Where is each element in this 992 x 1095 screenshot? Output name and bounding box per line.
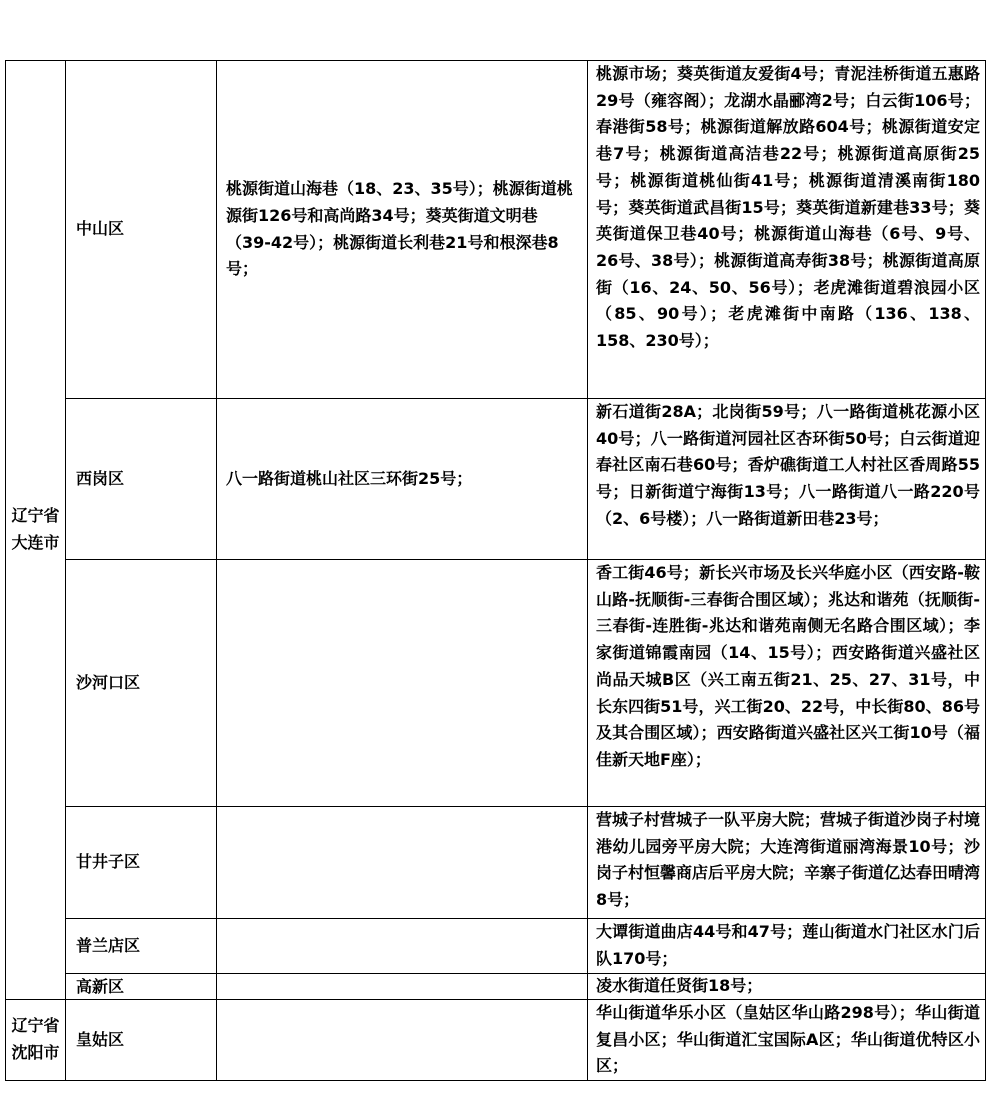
middle-area-cell: 八一路街道桃山社区三环街25号； <box>217 399 588 560</box>
middle-area-cell <box>217 1000 588 1081</box>
table-row <box>6 1000 986 1081</box>
middle-area-cell: 桃源街道山海巷（18、23、35号）；桃源街道桃源街126号和高尚路34号；葵英街道文明巷（39-42号）；桃源街道长利巷21号和根深巷8号； <box>217 61 588 399</box>
district-cell: 中山区 <box>66 61 217 399</box>
right-area-cell: 营城子村营城子一队平房大院；营城子街道沙岗子村境港幼儿园旁平房大院；大连湾街道丽湾海景10号；沙岗子村恒馨商店后平房大院；辛寨子街道亿达春田晴湾8号； <box>588 807 986 919</box>
district-cell: 西岗区 <box>66 399 217 560</box>
risk-area-table <box>5 60 986 1081</box>
district-cell: 甘井子区 <box>66 807 217 919</box>
table-row <box>6 807 986 919</box>
table-row <box>6 399 986 560</box>
district-cell: 皇姑区 <box>66 1000 217 1081</box>
table-row <box>6 919 986 974</box>
middle-area-cell <box>217 807 588 919</box>
right-area-cell: 新石道街28A；北岗街59号；八一路街道桃花源小区40号；八一路街道河园社区杏环街50号；白云街道迎春社区南石巷60号；香炉礁街道工人村社区香周路55号；日新街道宁海街13号；八一路街道八一路220号（2、6号楼）；八一路街道新田巷23号； <box>588 399 986 560</box>
district-cell: 沙河口区 <box>66 560 217 807</box>
table-row <box>6 61 986 399</box>
right-area-cell: 香工街46号；新长兴市场及长兴华庭小区（西安路-鞍山路-抚顺街-三春街合围区域）；兆达和谐苑（抚顺街-三春街-连胜街-兆达和谐苑南侧无名路合围区域）；李家街道锦霞南园（14、15号）；西安路街道兴盛社区尚品天城B区（兴工南五街21、25、27、31号，中长东四街51号，兴工街20、22号，中长街80、86号及其合围区域）；西安路街道兴盛社区兴工街10号（福佳新天地F座）； <box>588 560 986 807</box>
right-area-cell: 大谭街道曲店44号和47号；莲山街道水门社区水门后队170号； <box>588 919 986 974</box>
province-cell: 辽宁省沈阳市 <box>6 1000 66 1081</box>
table-row <box>6 560 986 807</box>
middle-area-cell <box>217 974 588 1000</box>
middle-area-cell <box>217 560 588 807</box>
right-area-cell: 华山街道华乐小区（皇姑区华山路298号）；华山街道复昌小区；华山街道汇宝国际A区；华山街道优特区小区； <box>588 1000 986 1081</box>
middle-area-cell <box>217 919 588 974</box>
province-cell: 辽宁省大连市 <box>6 61 66 1000</box>
right-area-cell: 桃源市场；葵英街道友爱街4号；青泥洼桥街道五惠路29号（雍容阁）；龙湖水晶郦湾2号；白云街106号；春港街58号；桃源街道解放路604号；桃源街道安定巷7号；桃源街道高洁巷22号；桃源街道高原街25号；桃源街道桃仙街41号；桃源街道清溪南街180号；葵英街道武昌街15号；葵英街道新建巷33号；葵英街道保卫巷40号；桃源街道山海巷（6号、9号、26号、38号）；桃源街道高寿街38号；桃源街道高原街（16、24、50、56号）；老虎滩街道碧浪园小区（85、90号）；老虎滩街中南路（136、138、158、230号）； <box>588 61 986 399</box>
district-cell: 高新区 <box>66 974 217 1000</box>
right-area-cell: 凌水街道任贤街18号； <box>588 974 986 1000</box>
table-row <box>6 974 986 1000</box>
district-cell: 普兰店区 <box>66 919 217 974</box>
